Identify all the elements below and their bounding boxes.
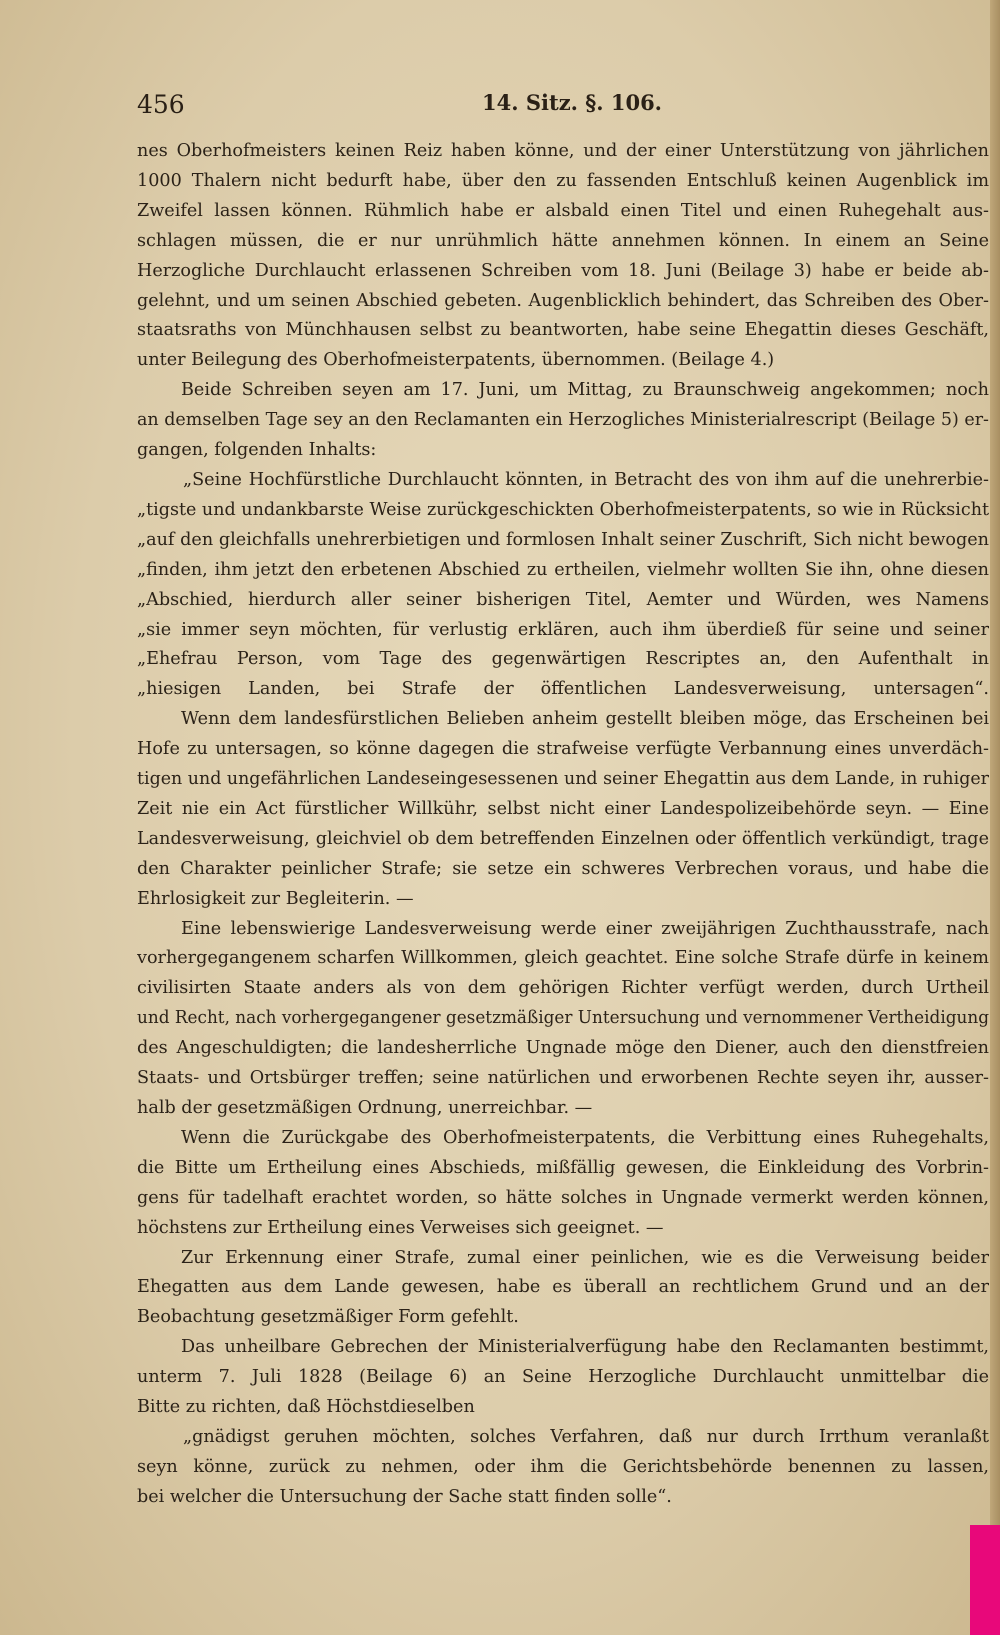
paragraph [137, 137, 989, 376]
text-line: unter Beilegung des Oberhofmeisterpatents, übernommen. (Beilage 4.) [137, 350, 775, 371]
text-line: Ehrlosigkeit zur Begleiterin. — [137, 888, 414, 909]
text-line: Ehegatten aus dem Lande gewesen, habe es überall an rechtlichem Grund und an der [137, 1277, 989, 1298]
page-number: 456 [137, 90, 185, 119]
text-line: Zur Erkennung einer Strafe, zumal einer peinlichen, wie es die Verweisung beider [181, 1247, 989, 1268]
text-line: „Ehefrau Person, vom Tage des gegenwärtigen Rescriptes an, den Aufenthalt in [137, 649, 989, 670]
text-line: 1000 Thalern nicht bedurft habe, über den zu fassenden Entschluß keinen Augenblick im [137, 170, 989, 191]
quotation [137, 466, 989, 705]
paragraph [137, 1333, 989, 1423]
text-line: „gnädigst geruhen möchten, solches Verfahren, daß nur durch Irrthum veranlaßt [183, 1426, 989, 1447]
text-line: den Charakter peinlicher Strafe; sie setze ein schweres Verbrechen voraus, und habe die [137, 858, 989, 879]
text-line: schlagen müssen, die er nur unrühmlich hätte annehmen können. In einem an Seine [137, 230, 989, 251]
text-line: Zeit nie ein Act fürstlicher Willkühr, selbst nicht einer Landespolizeibehörde seyn. — Eine [137, 798, 989, 819]
text-line: vorhergegangenem scharfen Willkommen, gleich geachtet. Eine solche Strafe dürfe in keinem [137, 948, 989, 969]
text-line: gens für tadelhaft erachtet worden, so hätte solches in Ungnade vermerkt werden können, [137, 1187, 989, 1208]
text-line: „hiesigen Landen, bei Strafe der öffentlichen Landesverweisung, untersagen“. [137, 679, 989, 700]
text-line: Das unheilbare Gebrechen der Ministerialverfügung habe den Reclamanten bestimmt, [181, 1337, 989, 1358]
text-line: Wenn dem landesfürstlichen Belieben anheim gestellt bleiben möge, das Erscheinen bei [181, 709, 989, 730]
body-text [137, 137, 989, 1513]
page-edge [990, 0, 1000, 1635]
text-line: nes Oberhofmeisters keinen Reiz haben könne, und der einer Unterstützung von jährlichen [137, 141, 989, 161]
text-line: „sie immer seyn möchten, für verlustig erklären, auch ihm überdieß für seine und seiner [137, 619, 989, 640]
text-line: „Seine Hochfürstliche Durchlaucht könnten, in Betracht des von ihm auf die unehrerbie- [183, 469, 989, 490]
text-line: Wenn die Zurückgabe des Oberhofmeisterpatents, die Verbittung eines Ruhegehalts, [181, 1127, 989, 1148]
paragraph [137, 705, 989, 914]
text-line: gangen, folgenden Inhalts: [137, 440, 377, 461]
pink-marker-tab [970, 1525, 1000, 1635]
paragraph [137, 915, 989, 1124]
paragraph [137, 1244, 989, 1334]
text-line: „auf den gleichfalls unehrerbietigen und formlosen Inhalt seiner Zuschrift, Sich nicht bewogen [137, 529, 989, 550]
page-header [137, 90, 982, 130]
text-line: unterm 7. Juli 1828 (Beilage 6) an Seine Herzogliche Durchlaucht unmittelbar die [137, 1367, 989, 1388]
text-line: die Bitte um Ertheilung eines Abschieds, mißfällig gewesen, die Einkleidung des Vorbrin- [137, 1157, 989, 1178]
text-line: Beide Schreiben seyen am 17. Juni, um Mittag, zu Braunschweig angekommen; noch [181, 380, 989, 401]
text-line: halb der gesetzmäßigen Ordnung, unerreichbar. — [137, 1098, 593, 1118]
text-line: Herzogliche Durchlaucht erlassenen Schreiben vom 18. Juni (Beilage 3) habe er beide ab- [137, 260, 989, 281]
text-line: Landesverweisung, gleichviel ob dem betreffenden Einzelnen oder öffentlich verkündigt, trage [137, 828, 989, 849]
text-line: civilisirten Staate anders als von dem gehörigen Richter verfügt werden, durch Urtheil [137, 978, 989, 999]
text-line: Zweifel lassen können. Rühmlich habe er alsbald einen Titel und einen Ruhegehalt aus- [137, 200, 989, 221]
text-line: „Abschied, hierdurch aller seiner bisherigen Titel, Aemter und Würden, wes Namens [137, 589, 989, 610]
text-line: Hofe zu untersagen, so könne dagegen die strafweise verfügte Verbannung eines unverdäch- [137, 739, 989, 760]
text-line: höchstens zur Ertheilung eines Verweises sich geeignet. — [137, 1217, 664, 1238]
quotation [137, 1423, 989, 1513]
text-line: gelehnt, und um seinen Abschied gebeten. Augenblicklich behindert, das Schreiben des Ober- [137, 290, 989, 311]
text-line: seyn könne, zurück zu nehmen, oder ihm die Gerichtsbehörde benennen zu lassen, [137, 1456, 989, 1477]
text-line: Beobachtung gesetzmäßiger Form gefehlt. [137, 1307, 519, 1328]
text-line: staatsraths von Münchhausen selbst zu beantworten, habe seine Ehegattin dieses Geschäft, [137, 320, 989, 341]
text-line: „tigste und undankbarste Weise zurückgeschickten Oberhofmeisterpatents, so wie in Rücksicht [137, 499, 989, 520]
text-line: tigen und ungefährlichen Landeseingesessenen und seiner Ehegattin aus dem Lande, in ruhiger [137, 769, 989, 790]
text-line: Eine lebenswierige Landesverweisung werde einer zweijährigen Zuchthausstrafe, nach [181, 918, 989, 939]
paragraph [137, 1124, 989, 1244]
text-line: „finden, ihm jetzt den erbetenen Abschied zu ertheilen, vielmehr wollten Sie ihn, ohne diesen [137, 559, 989, 580]
text-line: bei welcher die Untersuchung der Sache statt finden solle“. [137, 1486, 672, 1507]
text-line: Staats- und Ortsbürger treffen; seine natürlichen und erworbenen Rechte seyen ihr, ausser- [137, 1068, 989, 1089]
text-line: an demselben Tage sey an den Reclamanten ein Herzogliches Ministerialrescript (Beilage 5) er- [137, 410, 989, 431]
running-title: 14. Sitz. §. 106. [482, 90, 662, 115]
text-line: Bitte zu richten, daß Höchstdieselben [137, 1397, 475, 1418]
paragraph [137, 376, 989, 466]
text-line: des Angeschuldigten; die landesherrliche Ungnade möge den Diener, auch den dienstfreien [137, 1038, 989, 1059]
text-line: und Recht, nach vorhergegangener gesetzmäßiger Untersuchung und vernommener Vertheidigung [137, 1008, 989, 1029]
